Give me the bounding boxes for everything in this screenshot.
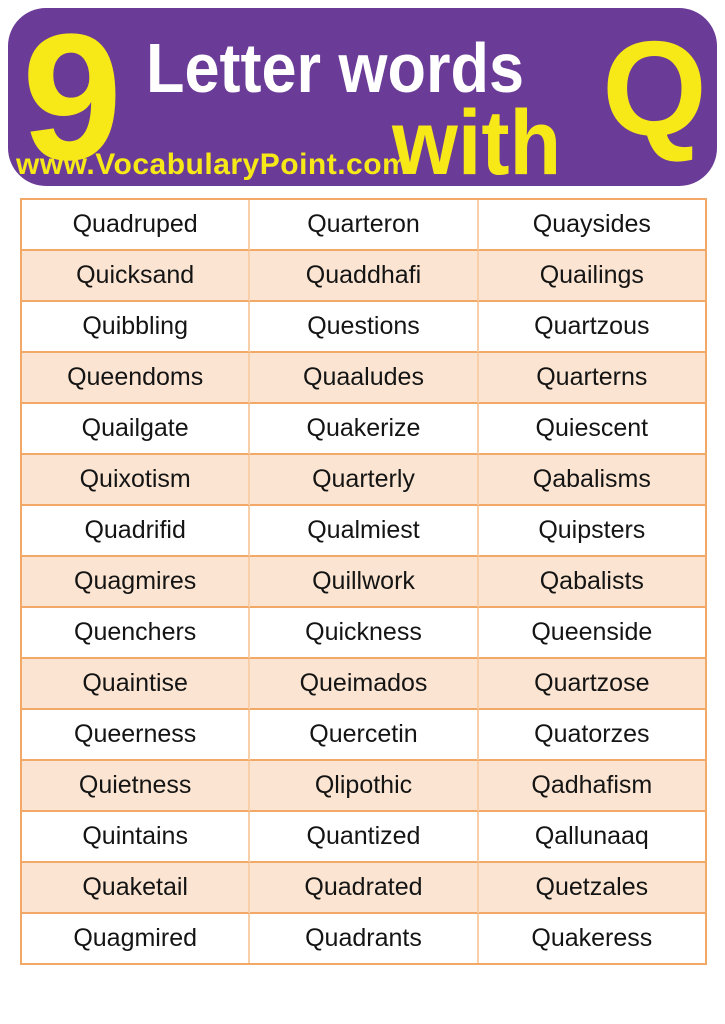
- word-cell: Quartzous: [479, 302, 705, 353]
- table-row: [22, 302, 705, 353]
- table-row: [22, 353, 705, 404]
- page-title: Letter words: [146, 29, 525, 107]
- word-cell: Quaaludes: [250, 353, 478, 404]
- table-row: [22, 608, 705, 659]
- word-cell: Quadrated: [250, 863, 478, 914]
- word-cell: Quaddhafi: [250, 251, 478, 302]
- table-row: [22, 251, 705, 302]
- word-cell: Quintains: [22, 812, 250, 863]
- word-cell: Qlipothic: [250, 761, 478, 812]
- word-cell: Quipsters: [479, 506, 705, 557]
- word-cell: Quenchers: [22, 608, 250, 659]
- title-with: with: [392, 92, 562, 194]
- word-cell: Qallunaaq: [479, 812, 705, 863]
- header-banner: [8, 0, 717, 198]
- table-row: [22, 455, 705, 506]
- word-cell: Quaysides: [479, 200, 705, 251]
- website-url: www.VocabularyPoint.com: [16, 148, 410, 181]
- word-cell: Quakeress: [479, 914, 705, 963]
- table-row: [22, 914, 705, 963]
- word-cell: Quailgate: [22, 404, 250, 455]
- word-cell: Quiescent: [479, 404, 705, 455]
- table-row: [22, 710, 705, 761]
- word-cell: Quickness: [250, 608, 478, 659]
- word-cell: Quaintise: [22, 659, 250, 710]
- table-row: [22, 812, 705, 863]
- word-cell: Quixotism: [22, 455, 250, 506]
- table-row: [22, 659, 705, 710]
- word-cell: Quetzales: [479, 863, 705, 914]
- word-cell: Quarterly: [250, 455, 478, 506]
- word-cell: Quadrants: [250, 914, 478, 963]
- big-letter-q: Q: [601, 13, 707, 164]
- word-cell: Quagmired: [22, 914, 250, 963]
- word-cell: Queimados: [250, 659, 478, 710]
- word-cell: Quakerize: [250, 404, 478, 455]
- word-cell: Quatorzes: [479, 710, 705, 761]
- table-row: [22, 200, 705, 251]
- word-cell: Quagmires: [22, 557, 250, 608]
- word-cell: Quadrifid: [22, 506, 250, 557]
- word-cell: Quillwork: [250, 557, 478, 608]
- word-cell: Qadhafism: [479, 761, 705, 812]
- word-cell: Quailings: [479, 251, 705, 302]
- word-cell: Quartzose: [479, 659, 705, 710]
- word-cell: Queerness: [22, 710, 250, 761]
- word-cell: Quietness: [22, 761, 250, 812]
- table-row: [22, 557, 705, 608]
- table-row: [22, 863, 705, 914]
- word-table: [20, 198, 707, 965]
- word-cell: Qualmiest: [250, 506, 478, 557]
- word-cell: Quaketail: [22, 863, 250, 914]
- word-cell: Quicksand: [22, 251, 250, 302]
- word-cell: Quantized: [250, 812, 478, 863]
- table-row: [22, 506, 705, 557]
- word-cell: Quercetin: [250, 710, 478, 761]
- table-row: [22, 404, 705, 455]
- word-cell: Quarterns: [479, 353, 705, 404]
- word-cell: Quadruped: [22, 200, 250, 251]
- word-cell: Qabalisms: [479, 455, 705, 506]
- word-cell: Quarteron: [250, 200, 478, 251]
- big-number-9: 9: [22, 0, 123, 198]
- word-cell: Questions: [250, 302, 478, 353]
- word-cell: Qabalists: [479, 557, 705, 608]
- word-cell: Quibbling: [22, 302, 250, 353]
- word-table-body: [22, 200, 705, 963]
- word-cell: Queendoms: [22, 353, 250, 404]
- word-cell: Queenside: [479, 608, 705, 659]
- table-row: [22, 761, 705, 812]
